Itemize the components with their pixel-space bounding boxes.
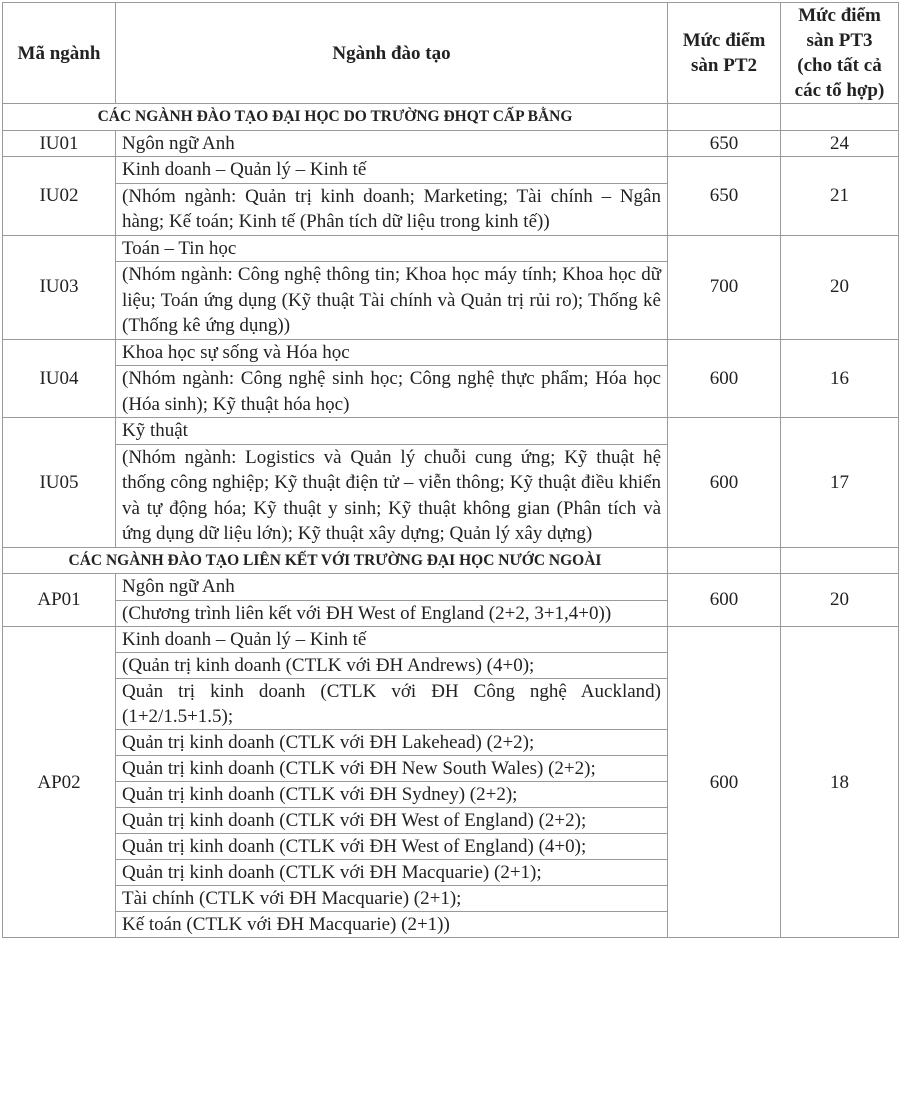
- empty-cell: [781, 547, 899, 574]
- program-code: AP02: [3, 627, 116, 938]
- header-code: Mã ngành: [3, 3, 116, 104]
- program-code: IU01: [3, 130, 116, 157]
- program-name: Khoa học sự sống và Hóa học: [116, 339, 668, 366]
- section-row: [3, 547, 899, 574]
- empty-cell: [668, 104, 781, 131]
- program-code: IU02: [3, 157, 116, 236]
- program-detail: Quản trị kinh doanh (CTLK với ĐH Sydney) (2+2);: [116, 782, 668, 808]
- pt3-score: 17: [781, 418, 899, 548]
- pt2-score: 600: [668, 627, 781, 938]
- program-detail: Quản trị kinh doanh (CTLK với ĐH West of England) (2+2);: [116, 808, 668, 834]
- program-detail: Kế toán (CTLK với ĐH Macquarie) (2+1)): [116, 912, 668, 938]
- section-title: CÁC NGÀNH ĐÀO TẠO ĐẠI HỌC DO TRƯỜNG ĐHQT CẤP BẰNG: [3, 104, 668, 131]
- pt3-score: 18: [781, 627, 899, 938]
- empty-cell: [781, 104, 899, 131]
- program-name: Ngôn ngữ Anh: [116, 130, 668, 157]
- program-detail: (Nhóm ngành: Logistics và Quản lý chuỗi cung ứng; Kỹ thuật hệ thống công nghiệp; Kỹ thuật điện tử – viễn thông; Kỹ thuật điều khiển và tự động hóa; Kỹ thuật y sinh; Kỹ thuật không gian (Phân tích và ứng dụng dữ liệu lớn); Kỹ thuật xây dựng; Quản lý xây dựng): [116, 444, 668, 547]
- pt3-score: 16: [781, 339, 899, 418]
- program-name: Ngôn ngữ Anh: [116, 574, 668, 601]
- table-row: [3, 418, 899, 445]
- pt2-score: 650: [668, 130, 781, 157]
- program-name: Kinh doanh – Quản lý – Kinh tế: [116, 157, 668, 184]
- program-detail: Quản trị kinh doanh (CTLK với ĐH Lakehead) (2+2);: [116, 730, 668, 756]
- program-detail: Tài chính (CTLK với ĐH Macquarie) (2+1);: [116, 886, 668, 912]
- program-code: AP01: [3, 574, 116, 627]
- program-code: IU05: [3, 418, 116, 548]
- pt3-score: 21: [781, 157, 899, 236]
- admission-score-table: [2, 2, 899, 938]
- section-title: CÁC NGÀNH ĐÀO TẠO LIÊN KẾT VỚI TRƯỜNG ĐẠI HỌC NƯỚC NGOÀI: [3, 547, 668, 574]
- table-row: [3, 627, 899, 653]
- pt2-score: 600: [668, 418, 781, 548]
- header-pt2: Mức điểm sàn PT2: [668, 3, 781, 104]
- section-row: [3, 104, 899, 131]
- program-name: Toán – Tin học: [116, 235, 668, 262]
- table-row: [3, 574, 899, 601]
- pt2-score: 650: [668, 157, 781, 236]
- program-detail: Quản trị kinh doanh (CTLK với ĐH West of England) (4+0);: [116, 834, 668, 860]
- pt2-score: 600: [668, 339, 781, 418]
- table-row: [3, 339, 899, 366]
- empty-cell: [668, 547, 781, 574]
- program-detail: (Nhóm ngành: Công nghệ thông tin; Khoa học máy tính; Khoa học dữ liệu; Toán ứng dụng (Kỹ thuật Tài chính và Quản trị rủi ro); Thống kê (Thống kê ứng dụng)): [116, 262, 668, 340]
- pt2-score: 600: [668, 574, 781, 627]
- pt2-score: 700: [668, 235, 781, 339]
- program-detail: Quản trị kinh doanh (CTLK với ĐH Công nghệ Auckland) (1+2/1.5+1.5);: [116, 679, 668, 730]
- header-pt3: Mức điểm sàn PT3 (cho tất cả các tổ hợp): [781, 3, 899, 104]
- program-code: IU04: [3, 339, 116, 418]
- table-row: [3, 130, 899, 157]
- program-name: Kỹ thuật: [116, 418, 668, 445]
- program-detail: (Chương trình liên kết với ĐH West of England (2+2, 3+1,4+0)): [116, 600, 668, 627]
- program-detail: Quản trị kinh doanh (CTLK với ĐH New South Wales) (2+2);: [116, 756, 668, 782]
- program-detail: Quản trị kinh doanh (CTLK với ĐH Macquarie) (2+1);: [116, 860, 668, 886]
- program-detail: (Quản trị kinh doanh (CTLK với ĐH Andrews) (4+0);: [116, 653, 668, 679]
- header-program: Ngành đào tạo: [116, 3, 668, 104]
- pt3-score: 24: [781, 130, 899, 157]
- table-row: [3, 157, 899, 184]
- table-row: [3, 235, 899, 262]
- program-code: IU03: [3, 235, 116, 339]
- program-detail: (Nhóm ngành: Công nghệ sinh học; Công nghệ thực phẩm; Hóa học (Hóa sinh); Kỹ thuật hóa học): [116, 366, 668, 418]
- program-detail: (Nhóm ngành: Quản trị kinh doanh; Marketing; Tài chính – Ngân hàng; Kế toán; Kinh tế (Phân tích dữ liệu trong kinh tế)): [116, 183, 668, 235]
- pt3-score: 20: [781, 574, 899, 627]
- pt3-score: 20: [781, 235, 899, 339]
- program-name: Kinh doanh – Quản lý – Kinh tế: [116, 627, 668, 653]
